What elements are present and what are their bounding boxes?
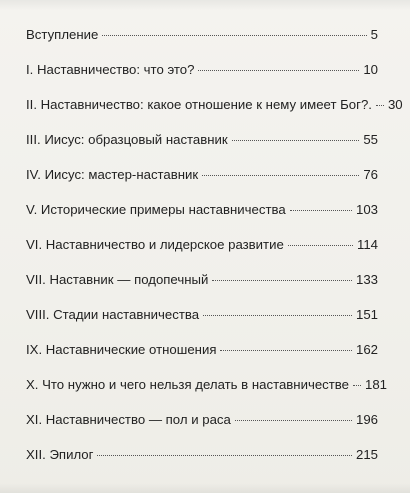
toc-entry: [26, 376, 387, 411]
page-shadow-bottom: [0, 483, 410, 493]
toc-entry-title: VII. Наставник — подопечный: [26, 272, 209, 287]
toc-entry-title: V. Исторические примеры наставничества: [26, 202, 286, 217]
toc-entry-title: XII. Эпилог: [26, 447, 94, 462]
toc-entry: [26, 61, 378, 96]
toc-entry-page: 30: [387, 97, 403, 112]
toc-entry-page: 162: [355, 342, 378, 357]
toc-entry-title: III. Иисус: образцовый наставник: [26, 132, 228, 147]
toc-entry: [26, 411, 378, 446]
toc-entry-page: 181: [364, 377, 387, 392]
toc-entry-page: 133: [355, 272, 378, 287]
toc-entry: [26, 306, 378, 341]
toc-leader-dots: [220, 350, 352, 351]
toc-leader-dots: [102, 35, 366, 36]
table-of-contents: [26, 26, 403, 481]
toc-leader-dots: [290, 210, 352, 211]
toc-entry-title: VI. Наставничество и лидерское развитие: [26, 237, 284, 252]
toc-entry: [26, 201, 378, 236]
toc-entry-title: Вступление: [26, 27, 99, 42]
toc-leader-dots: [376, 105, 384, 106]
toc-entry: [26, 96, 403, 131]
toc-leader-dots: [353, 385, 361, 386]
toc-entry-page: 114: [356, 237, 378, 252]
toc-leader-dots: [203, 315, 352, 316]
toc-entry: [26, 131, 378, 166]
toc-leader-dots: [198, 70, 359, 71]
toc-entry-title: I. Наставничество: что это?: [26, 62, 195, 77]
toc-entry-page: 55: [363, 132, 378, 147]
toc-leader-dots: [212, 280, 352, 281]
toc-entry-title: VIII. Стадии наставничества: [26, 307, 200, 322]
toc-entry-title: IV. Иисус: мастер-наставник: [26, 167, 199, 182]
toc-leader-dots: [97, 455, 352, 456]
toc-leader-dots: [202, 175, 359, 176]
toc-entry: [26, 26, 378, 61]
toc-entry: [26, 166, 378, 201]
toc-entry-page: 10: [363, 62, 378, 77]
toc-entry: [26, 236, 378, 271]
toc-entry-page: 76: [363, 167, 378, 182]
toc-entry: [26, 446, 378, 481]
toc-entry-title: II. Наставничество: какое отношение к нему имеет Бог?.: [26, 97, 372, 112]
toc-entry-title: IX. Наставнические отношения: [26, 342, 217, 357]
toc-leader-dots: [232, 140, 360, 141]
toc-entry-page: 215: [355, 447, 378, 462]
toc-entry: [26, 341, 378, 376]
toc-leader-dots: [288, 245, 353, 246]
toc-entry-page: 151: [355, 307, 378, 322]
toc-entry-page: 103: [355, 202, 378, 217]
toc-entry: [26, 271, 378, 306]
page-shadow-top: [0, 0, 410, 10]
toc-leader-dots: [235, 420, 352, 421]
toc-entry-page: 196: [355, 412, 378, 427]
toc-entry-title: XI. Наставничество — пол и раса: [26, 412, 231, 427]
toc-entry-title: X. Что нужно и чего нельзя делать в наставничестве: [26, 377, 349, 392]
toc-entry-page: 5: [370, 27, 378, 42]
